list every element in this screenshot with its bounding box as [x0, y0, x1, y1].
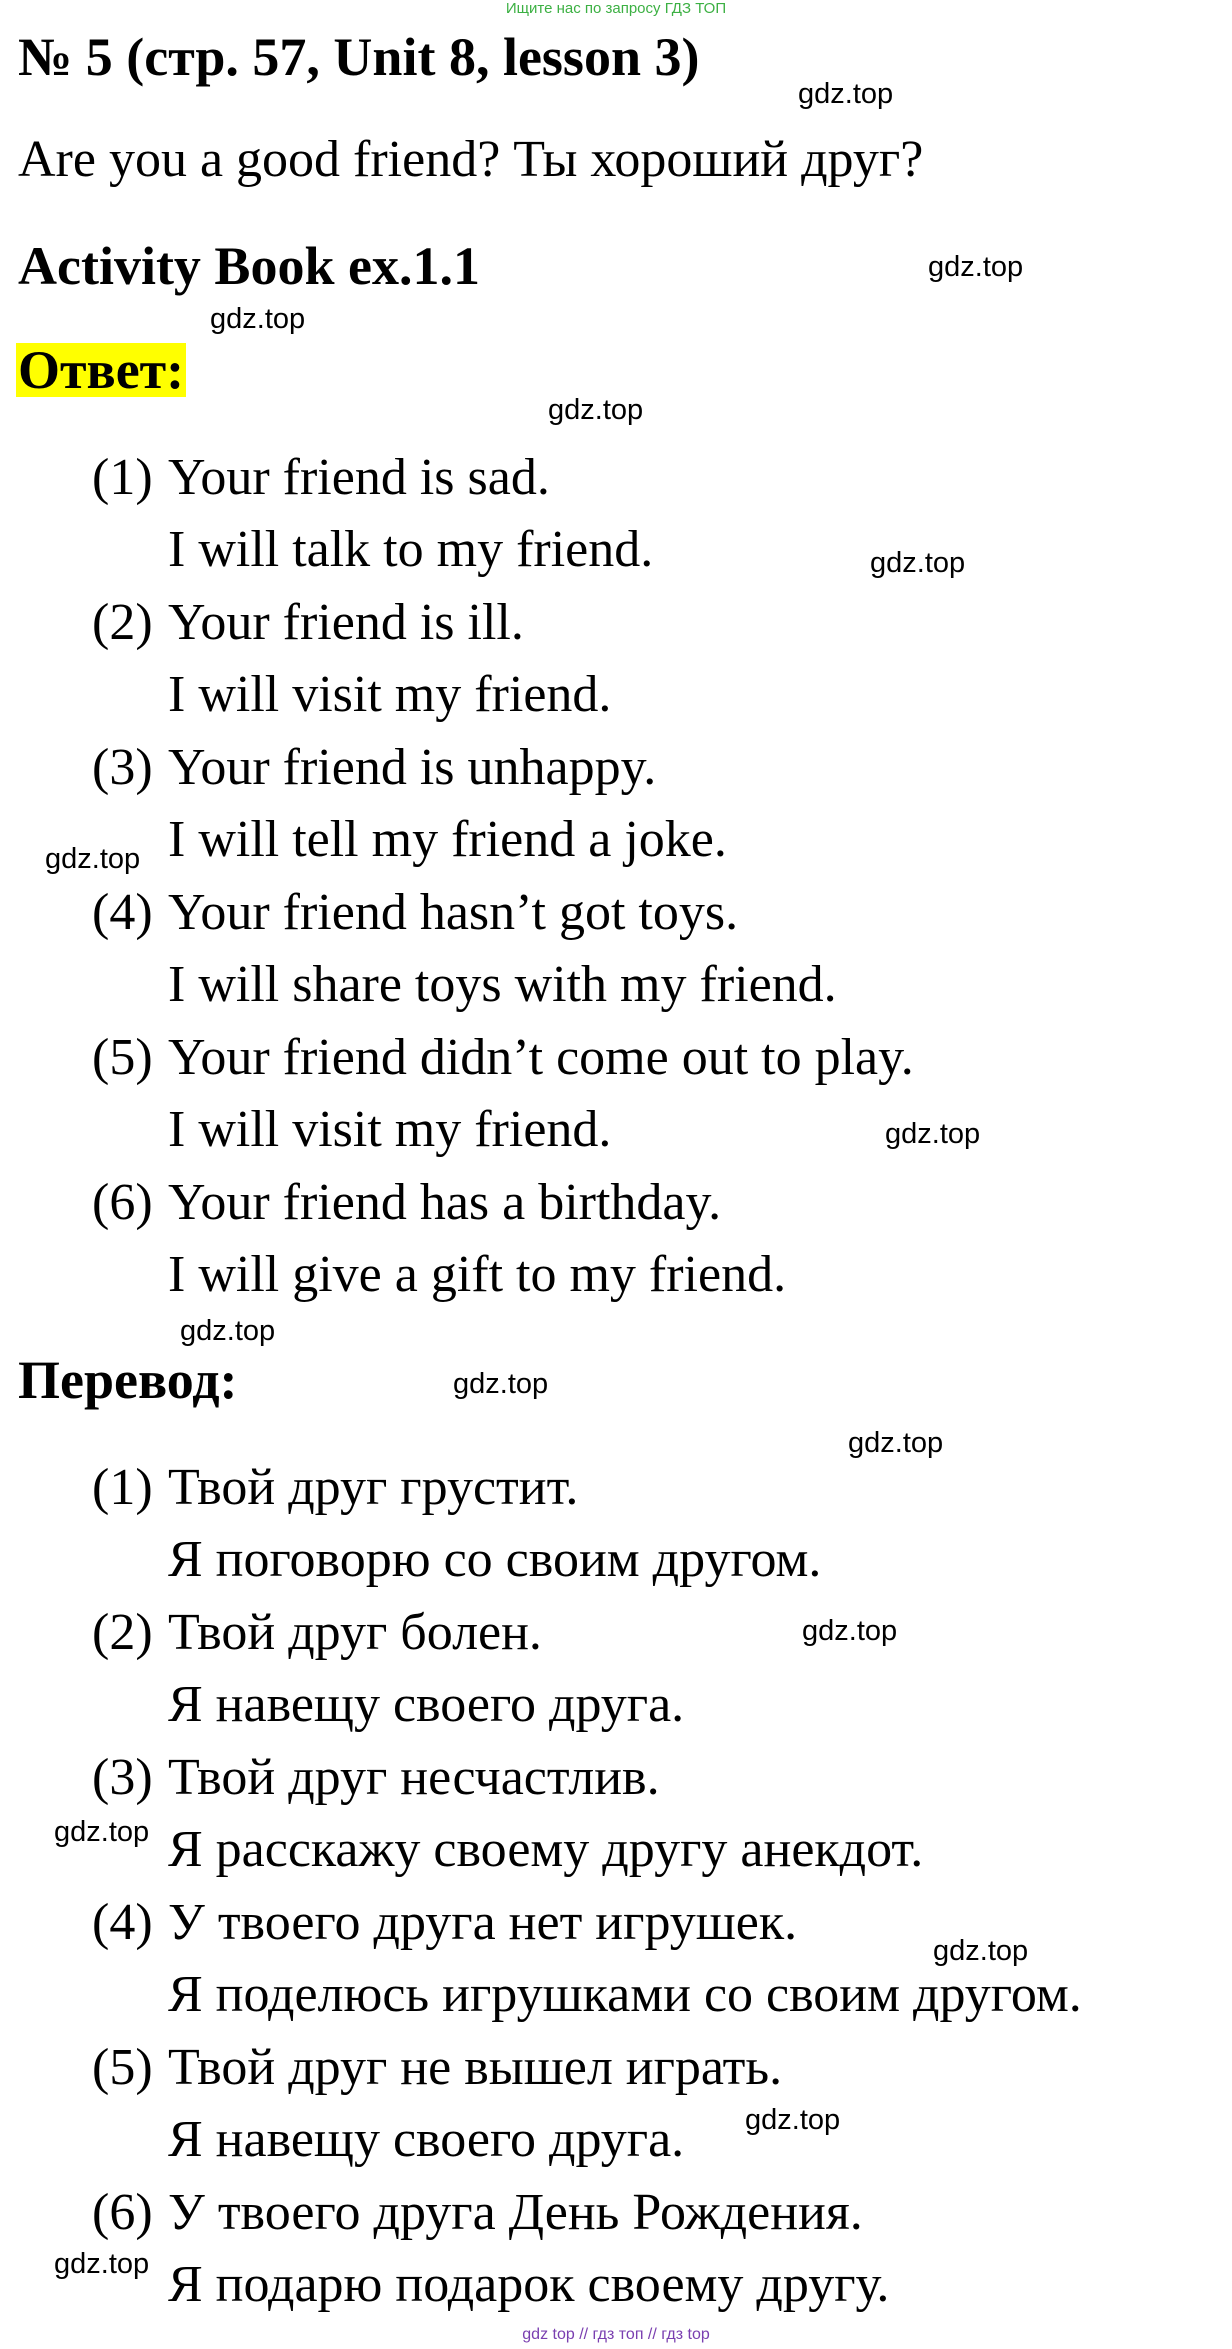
- translation-problem: У твоего друга нет игрушек.: [168, 1894, 798, 1951]
- answer-problem: Your friend is sad.: [168, 449, 550, 506]
- answer-solution: I will give a gift to my friend.: [168, 1246, 787, 1303]
- translation-label: Перевод:: [18, 1350, 238, 1410]
- answer-number: (6): [92, 1174, 153, 1231]
- answer-problem: Your friend didn’t come out to play.: [168, 1029, 914, 1086]
- answer-number: (5): [92, 1029, 153, 1086]
- section-title: Activity Book ex.1.1: [18, 236, 480, 296]
- watermark: gdz.top: [453, 1368, 549, 1400]
- translation-solution: Я поговорю со своим другом.: [168, 1531, 822, 1588]
- watermark: gdz.top: [54, 1816, 150, 1848]
- answer-solution: I will tell my friend a joke.: [168, 811, 727, 868]
- answer-label: Ответ:: [18, 340, 185, 400]
- watermark: gdz.top: [885, 1118, 981, 1150]
- answer-solution: I will visit my friend.: [168, 1101, 612, 1158]
- answer-problem: Your friend is unhappy.: [168, 739, 657, 796]
- answer-solution: I will share toys with my friend.: [168, 956, 837, 1013]
- watermark: gdz.top: [870, 547, 966, 579]
- translation-solution: Я расскажу своему другу анекдот.: [168, 1821, 924, 1878]
- answer-number: (1): [92, 449, 153, 506]
- intro-text: Are you a good friend? Ты хороший друг?: [18, 131, 924, 188]
- top-banner: Ищите нас по запросу ГДЗ ТОП: [505, 0, 727, 17]
- translation-problem: Твой друг несчастлив.: [168, 1749, 660, 1806]
- translation-number: (5): [92, 2039, 153, 2096]
- answer-solution: I will visit my friend.: [168, 666, 612, 723]
- translation-problem: У твоего друга День Рождения.: [168, 2184, 863, 2241]
- translation-solution: Я навещу своего друга.: [168, 1676, 685, 1733]
- answer-problem: Your friend hasn’t got toys.: [168, 884, 739, 941]
- translation-number: (6): [92, 2184, 153, 2241]
- translation-number: (4): [92, 1894, 153, 1951]
- translation-number: (2): [92, 1604, 153, 1661]
- translation-problem: Твой друг болен.: [168, 1604, 542, 1661]
- watermark: gdz.top: [745, 2104, 841, 2136]
- translation-number: (3): [92, 1749, 153, 1806]
- translation-solution: Я поделюсь игрушками со своим другом.: [168, 1966, 1082, 2023]
- answer-number: (4): [92, 884, 153, 941]
- watermark: gdz.top: [210, 303, 306, 335]
- translation-problem: Твой друг грустит.: [168, 1459, 579, 1516]
- answer-solution: I will talk to my friend.: [168, 521, 654, 578]
- footer-watermark: gdz top // гдз топ // гдз top: [522, 2326, 710, 2343]
- answer-number: (2): [92, 594, 153, 651]
- watermark: gdz.top: [802, 1615, 898, 1647]
- translation-number: (1): [92, 1459, 153, 1516]
- exercise-title: № 5 (стр. 57, Unit 8, lesson 3): [18, 27, 700, 87]
- watermark: gdz.top: [54, 2248, 150, 2280]
- watermark: gdz.top: [933, 1935, 1029, 1967]
- watermark: gdz.top: [180, 1315, 276, 1347]
- watermark: gdz.top: [45, 843, 141, 875]
- watermark: gdz.top: [928, 251, 1024, 283]
- watermark: gdz.top: [548, 394, 644, 426]
- answer-problem: Your friend is ill.: [168, 594, 524, 651]
- answer-problem: Your friend has a birthday.: [168, 1174, 722, 1231]
- translation-solution: Я навещу своего друга.: [168, 2111, 685, 2168]
- watermark: gdz.top: [798, 78, 894, 110]
- translation-solution: Я подарю подарок своему другу.: [168, 2256, 890, 2313]
- watermark: gdz.top: [848, 1427, 944, 1459]
- translation-problem: Твой друг не вышел играть.: [168, 2039, 783, 2096]
- answer-number: (3): [92, 739, 153, 796]
